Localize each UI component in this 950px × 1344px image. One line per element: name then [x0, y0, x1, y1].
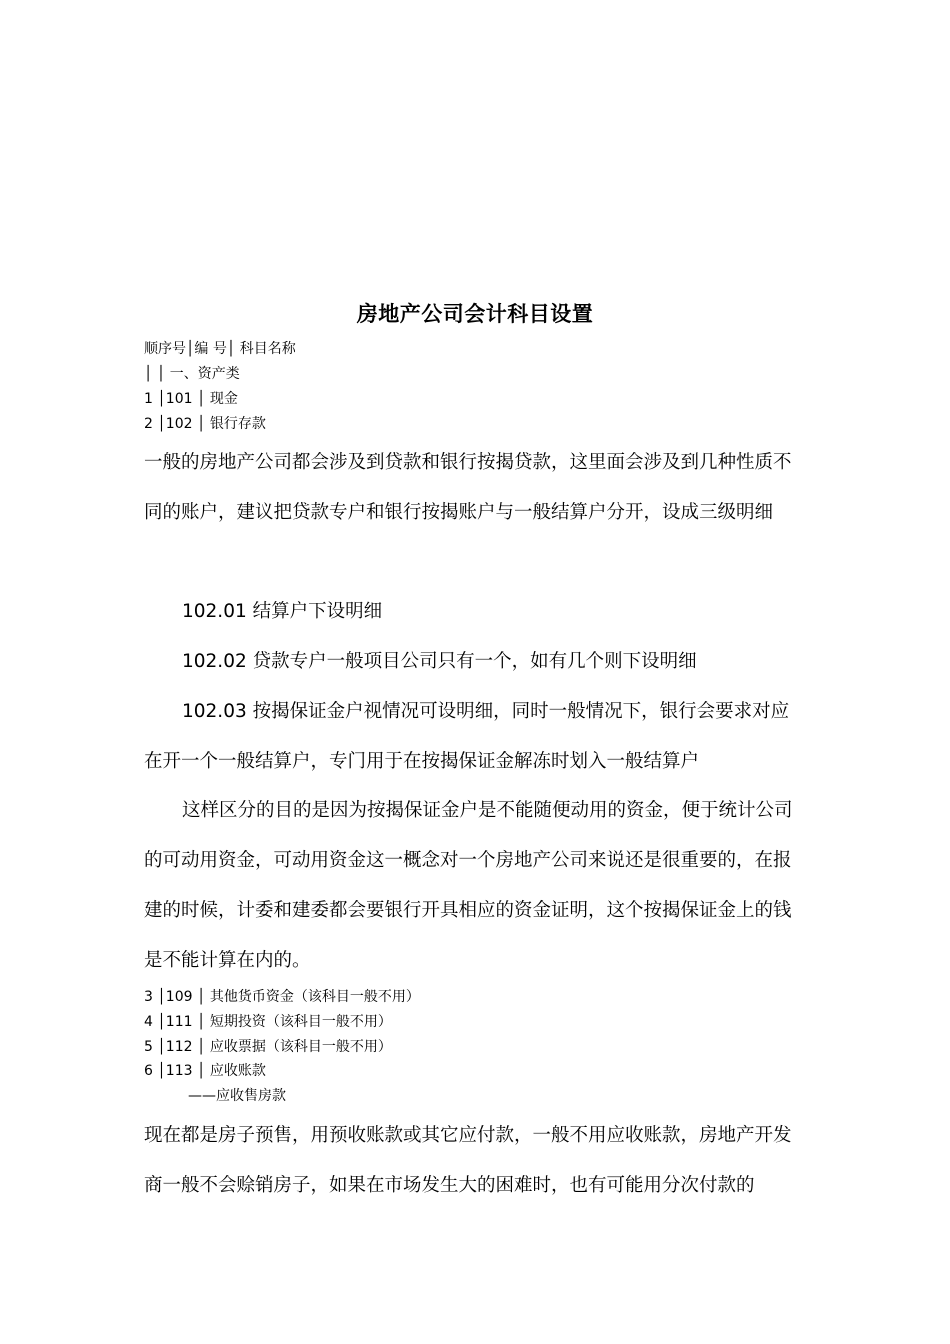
- paragraph-purpose: 这样区分的目的是因为按揭保证金户是不能随便动用的资金，便于统计公司的可动用资金，可动用资金这一概念对一个房地产公司来说还是很重要的，在报建的时候，计委和建委都会要银行开具相应的资金证明，这个按揭保证金上的钱是不能计算在内的。: [144, 800, 793, 971]
- sub-account-102-03: 102.03 按揭保证金户视情况可设明细，同时一般情况下，银行会要求对应在开一个一般结算户，专门用于在按揭保证金解冻时划入一般结算户: [144, 701, 790, 772]
- paragraph-bank-accounts: 一般的房地产公司都会涉及到贷款和银行按揭贷款，这里面会涉及到几种性质不同的账户，建议把贷款专户和银行按揭账户与一般结算户分开，设成三级明细: [144, 452, 792, 523]
- account-row-101: 1 │101 │ 现金: [144, 391, 238, 407]
- sub-account-102-01: 102.01 结算户下设明细: [182, 601, 383, 622]
- account-row-113: 6 │113 │ 应收账款: [144, 1063, 266, 1079]
- account-row-112: 5 │112 │ 应收票据（该科目一般不用）: [144, 1039, 392, 1055]
- sub-item-sales-receivable: ——应收售房款: [188, 1088, 286, 1104]
- paragraph-receivables: 现在都是房子预售，用预收账款或其它应付款，一般不用应收账款，房地产开发商一般不会赊销房子，如果在市场发生大的困难时，也有可能用分次付款的: [144, 1125, 792, 1196]
- sub-account-102-02: 102.02 贷款专户一般项目公司只有一个，如有几个则下设明细: [182, 651, 697, 672]
- section-asset-heading: │ │ 一、资产类: [144, 366, 240, 382]
- table-header: 顺序号│编 号│ 科目名称: [144, 341, 296, 357]
- account-row-102: 2 │102 │ 银行存款: [144, 416, 266, 432]
- account-row-109: 3 │109 │ 其他货币资金（该科目一般不用）: [144, 989, 420, 1005]
- account-row-111: 4 │111 │ 短期投资（该科目一般不用）: [144, 1014, 392, 1030]
- document-title: 房地产公司会计科目设置: [356, 302, 594, 326]
